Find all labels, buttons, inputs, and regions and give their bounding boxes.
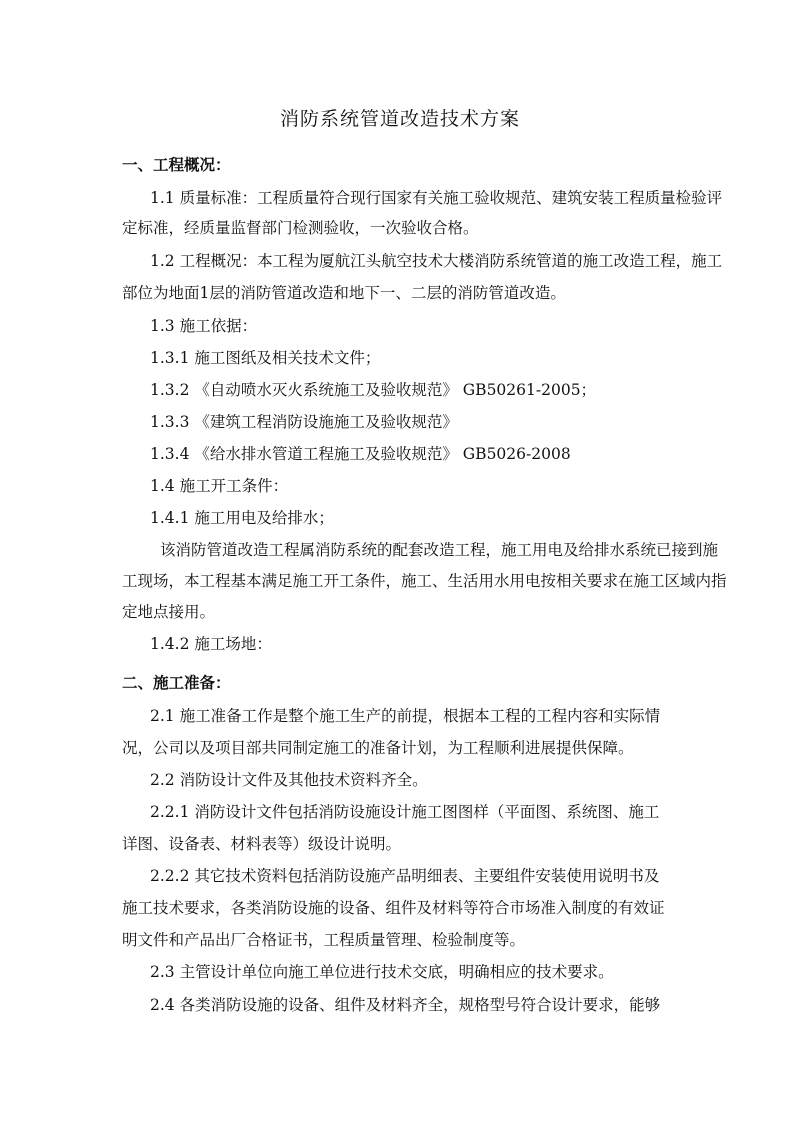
paragraph-line: 1.3.1 施工图纸及相关技术文件；	[150, 349, 381, 367]
paragraph-line: 定标准，经质量监督部门检测验收，一次验收合格。	[122, 219, 479, 237]
paragraph-line: 1.3.3 《建筑工程消防设施施工及验收规范》	[150, 413, 458, 431]
paragraph-line: 况，公司以及项目部共同制定施工的准备计划，为工程顺利进展提供保障。	[122, 739, 634, 757]
paragraph-line: 施工技术要求，各类消防设施的设备、组件及材料等符合市场准入制度的有效证	[122, 899, 665, 917]
section-heading-1: 一、工程概况：	[122, 156, 231, 174]
paragraph-line: 2.3 主管设计单位向施工单位进行技术交底，明确相应的技术要求。	[150, 963, 614, 981]
paragraph-line: 明文件和产品出厂合格证书，工程质量管理、检验制度等。	[122, 931, 526, 949]
paragraph-line: 1.4.1 施工用电及给排水；	[150, 509, 334, 527]
paragraph-line: 工现场，本工程基本满足施工开工条件，施工、生活用水用电按相关要求在施工区域内指	[122, 572, 727, 590]
paragraph-line: 1.4.2 施工场地：	[150, 635, 272, 653]
paragraph-line: 1.2 工程概况：本工程为厦航江头航空技术大楼消防系统管道的施工改造工程，施工	[150, 252, 723, 270]
section-heading-2: 二、施工准备：	[122, 674, 231, 692]
document-title: 消防系统管道改造技术方案	[279, 108, 520, 130]
paragraph-line: 2.2.1 消防设计文件包括消防设施设计施工图图样（平面图、系统图、施工	[150, 803, 660, 821]
paragraph-line: 2.4 各类消防设施的设备、组件及材料齐全，规格型号符合设计要求，能够	[150, 996, 661, 1014]
paragraph-line: 详图、设备表、材料表等）级设计说明。	[122, 835, 402, 853]
paragraph-line: 2.1 施工准备工作是整个施工生产的前提，根据本工程的工程内容和实际情	[150, 707, 661, 725]
paragraph-line: 部位为地面1层的消防管道改造和地下一、二层的消防管道改造。	[122, 284, 566, 302]
paragraph-line: 2.2.2 其它技术资料包括消防设施产品明细表、主要组件安装使用说明书及	[150, 867, 660, 885]
paragraph-line: 1.1 质量标准：工程质量符合现行国家有关施工验收规范、建筑安装工程质量检验评	[150, 189, 723, 207]
paragraph-line: 1.4 施工开工条件：	[150, 477, 289, 495]
paragraph-line: 定地点接用。	[122, 603, 216, 621]
paragraph-line: 1.3 施工依据：	[150, 317, 258, 335]
paragraph-line: 该消防管道改造工程属消防系统的配套改造工程，施工用电及给排水系统已接到施	[160, 541, 719, 559]
paragraph-line: 2.2 消防设计文件及其他技术资料齐全。	[150, 771, 428, 789]
paragraph-line: 1.3.4 《给水排水管道工程施工及验收规范》 GB5026-2008	[150, 445, 571, 463]
paragraph-line: 1.3.2 《自动喷水灭火系统施工及验收规范》 GB50261-2005；	[150, 381, 597, 399]
